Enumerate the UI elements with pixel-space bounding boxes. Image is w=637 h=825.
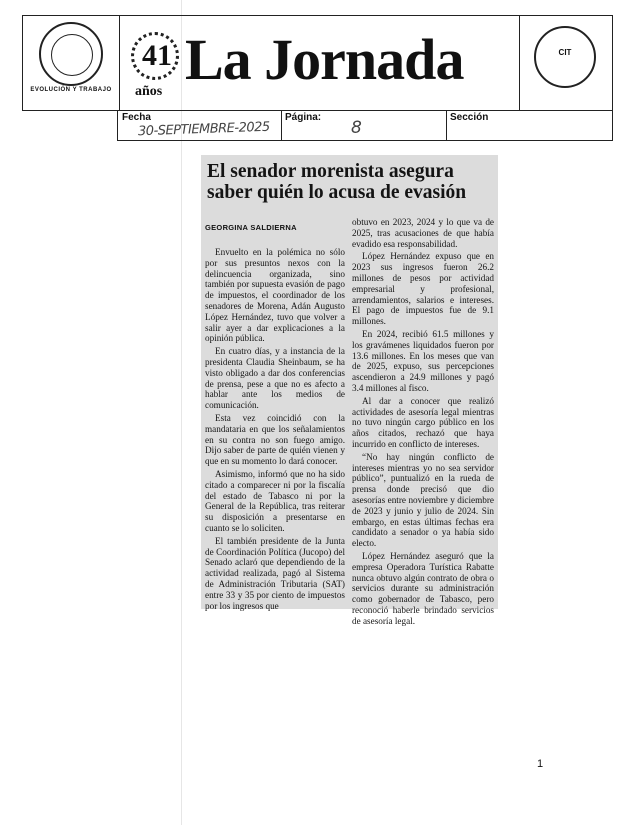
article-paragraph: Al dar a conocer que realizó actividades de asesoría legal mientras no tuvo ningún cargo público en los años citados, rechazó que haya incurrido en conflicto de intereses. [352,395,494,449]
newspaper-name: La Jornada [185,27,464,92]
fecha-cell [118,110,282,140]
anniversary-word: años [135,84,163,99]
article-column-right [352,217,494,628]
article-headline: El senador morenista asegura saber quién lo acusa de evasión [207,161,467,203]
article-paragraph: obtuvo en 2023, 2024 y lo que va de 2025, tras acusaciones de que había evadido esa responsabilidad. [352,217,494,249]
fecha-label: Fecha [122,112,151,123]
metadata-row [117,110,613,141]
union-seal-box [23,16,120,110]
cit-seal-box [519,16,612,110]
article-paragraph: “No hay ningún conflicto de intereses mientras yo no sea servidor público”, puntualizó en la rueda de prensa donde precisó que dio asesorías entre noviembre y diciembre de 2023 y junio y julio de 2024. Sin embargo, en estas últimas fechas era candidato a senador o ya había sido electo. [352,451,494,549]
union-seal-inner-ring [51,34,93,76]
clipping-header [22,15,613,111]
article-column-left [205,247,345,613]
union-seal-logo [39,22,103,86]
union-seal-text: EVOLUCIÓN Y TRABAJO [30,87,112,93]
cit-abbr: CIT [558,48,572,57]
anniversary-number: 41 [142,39,172,72]
pagina-cell [281,110,447,140]
seccion-cell [446,110,612,140]
article-paragraph: Asimismo, informó que no ha sido citado a comparecer ni por la fiscalía del estado de Tabasco ni por la General de la República, tras reiterar su disposición a presentarse en cuanto se lo soliciten. [205,468,345,533]
page-number: 1 [537,758,544,770]
article-byline: GEORGINA SALDIERNA [205,223,297,232]
article-paragraph: López Hernández aseguró que la empresa Operadora Turística Rabatte nunca obtuvo algún contrato de obra o servicios durante su administración como gobernador de Tabasco, pero reconoció haberle brindado servicios de asesoría legal. [352,550,494,626]
fecha-value: 30-SEPTIEMBRE-2025 [137,119,270,140]
newspaper-clipping [201,155,498,626]
cit-seal-logo [534,26,596,88]
anniversary-badge-icon [131,32,179,80]
article-paragraph: Envuelto en la polémica no sólo por sus presuntos nexos con la delincuencia organizada, sino también por supuesta evasión de pago de impuestos, el coordinador de los senadores de Morena, Adán Augusto López Hernández, tuvo que volver a salir ayer a dar explicaciones a la opinión pública. [205,247,345,344]
article-paragraph: En cuatro días, y a instancia de la presidenta Claudia Sheinbaum, se ha visto obligado a dar dos conferencias de prensa, pese a que no es afecto a hablar ante los medios de comunicación. [205,346,345,411]
seccion-label: Sección [450,112,489,123]
article-paragraph: En 2024, recibió 61.5 millones y los gravámenes liquidados fueron por 13.6 millones. En los meses que van de 2025, expuso, sus percepciones ascendieron a 24.9 millones y pagó 3.4 millones al fisco. [352,328,494,393]
pagina-label: Página: [285,112,322,123]
article-paragraph: El también presidente de la Junta de Coordinación Política (Jucopo) del Senado aclaró que dependiendo de la actividad realizada, pagó al Sistema de Administración Tributaria (SAT) entre 33 y 35 por ciento de impuestos por los ingresos que [205,535,345,611]
pagina-value: 8 [351,118,362,138]
article-paragraph: Esta vez coincidió con la mandataria en que los señalamientos en su contra no son fuego amigo. Dijo saber de parte de quién vienen y que en su momento lo dará conocer. [205,412,345,467]
newspaper-logo [131,24,501,104]
article-paragraph: López Hernández expuso que en 2023 sus ingresos fueron 26.2 millones de pesos por actividad empresarial y profesional, arrendamientos, salarios e intereses. El pago de impuestos fue de 9.1 millones. [352,251,494,327]
